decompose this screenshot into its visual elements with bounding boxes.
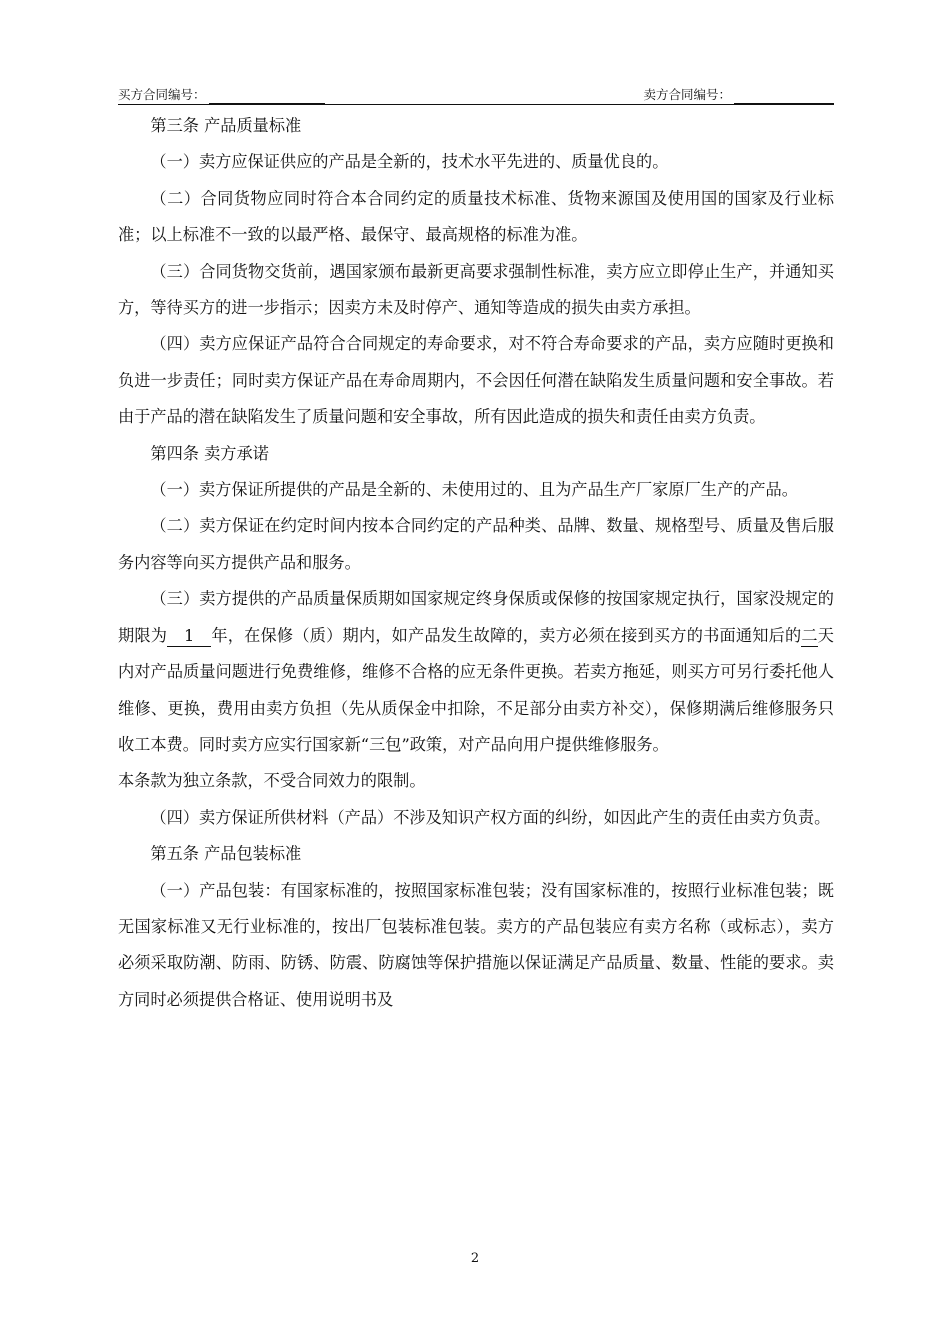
article-3-clause-3: （三）合同货物交货前，遇国家颁布最新更高要求强制性标准，卖方应立即停止生产，并通知买方，等待买方的进一步指示；因卖方未及时停产、通知等造成的损失由卖方承担。 (118, 261, 834, 318)
article-4-title: 第四条 卖方承诺 (150, 443, 269, 463)
article-3-title: 第三条 产品质量标准 (150, 116, 302, 135)
article-4-clause-3 (118, 581, 834, 763)
buyer-contract-number-blank (209, 89, 325, 104)
article-4-clause-1: （一）卖方保证所提供的产品是全新的、未使用过的、且为产品生产厂家原厂生产的产品。 (150, 480, 798, 500)
article-4-clause-3-part-a: （三）卖方提供的产品质量保质期如国家规定终身保质或保修的按国家规定执行，国家没规定的期限为 (118, 589, 834, 645)
seller-contract-number-blank (734, 89, 834, 104)
page-header (118, 86, 834, 105)
article-3-clause-1: （一）卖方应保证供应的产品是全新的，技术水平先进的、质量优良的。 (150, 152, 669, 172)
repair-days-field: 二 (801, 625, 818, 645)
warranty-years-field: 1 (167, 626, 211, 647)
article-4-clause-2: （二）卖方保证在约定时间内按本合同约定的产品种类、品牌、数量、规格型号、质量及售后服务内容等向买方提供产品和服务。 (118, 516, 834, 572)
article-4-independent-note: 本条款为独立条款，不受合同效力的限制。 (118, 771, 426, 791)
document-body (118, 108, 834, 1018)
seller-contract-number (643, 86, 834, 104)
article-3-clause-4: （四）卖方应保证产品符合合同规定的寿命要求，对不符合寿命要求的产品，卖方应随时更换和负进一步责任；同时卖方保证产品在寿命周期内，不会因任何潜在缺陷发生质量问题和安全事故。若由于产品的潜在缺陷发生了质量问题和安全事故，所有因此造成的损失和责任由卖方负责。 (118, 334, 834, 427)
article-5-clause-1: （一）产品包装：有国家标准的，按照国家标准包装；没有国家标准的，按照行业标准包装；既无国家标准又无行业标准的，按出厂包装标准包装。卖方的产品包装应有卖方名称（或标志），卖方必须采取防潮、防雨、防锈、防震、防腐蚀等保护措施以保证满足产品质量、数量、性能的要求。卖方同时必须提供合格证、使用说明书及 (118, 880, 834, 1009)
buyer-contract-number-label: 买方合同编号： (118, 87, 206, 102)
article-3-clause-2: （二）合同货物应同时符合本合同约定的质量技术标准、货物来源国及使用国的国家及行业标准；以上标准不一致的以最严格、最保守、最高规格的标准为准。 (118, 188, 834, 245)
article-4-clause-3-part-b: 年，在保修（质）期内，如产品发生故障的，卖方必须在接到买方的书面通知后的 (211, 625, 802, 645)
seller-contract-number-label: 卖方合同编号： (643, 87, 731, 102)
page-number: 2 (470, 1251, 480, 1266)
buyer-contract-number (118, 86, 325, 104)
article-4-clause-4: （四）卖方保证所供材料（产品）不涉及知识产权方面的纠纷，如因此产生的责任由卖方负责。 (150, 807, 831, 827)
article-5-title: 第五条 产品包装标准 (150, 844, 302, 864)
article-4-clause-3-part-c: 天内对产品质量问题进行免费维修，维修不合格的应无条件更换。若卖方拖延，则买方可另行委托他人维修、更换，费用由卖方负担（先从质保金中扣除，不足部分由卖方补交），保修期满后维修服务只收工本费。同时卖方应实行国家新“三包”政策，对产品向用户提供维修服务。 (118, 625, 834, 754)
